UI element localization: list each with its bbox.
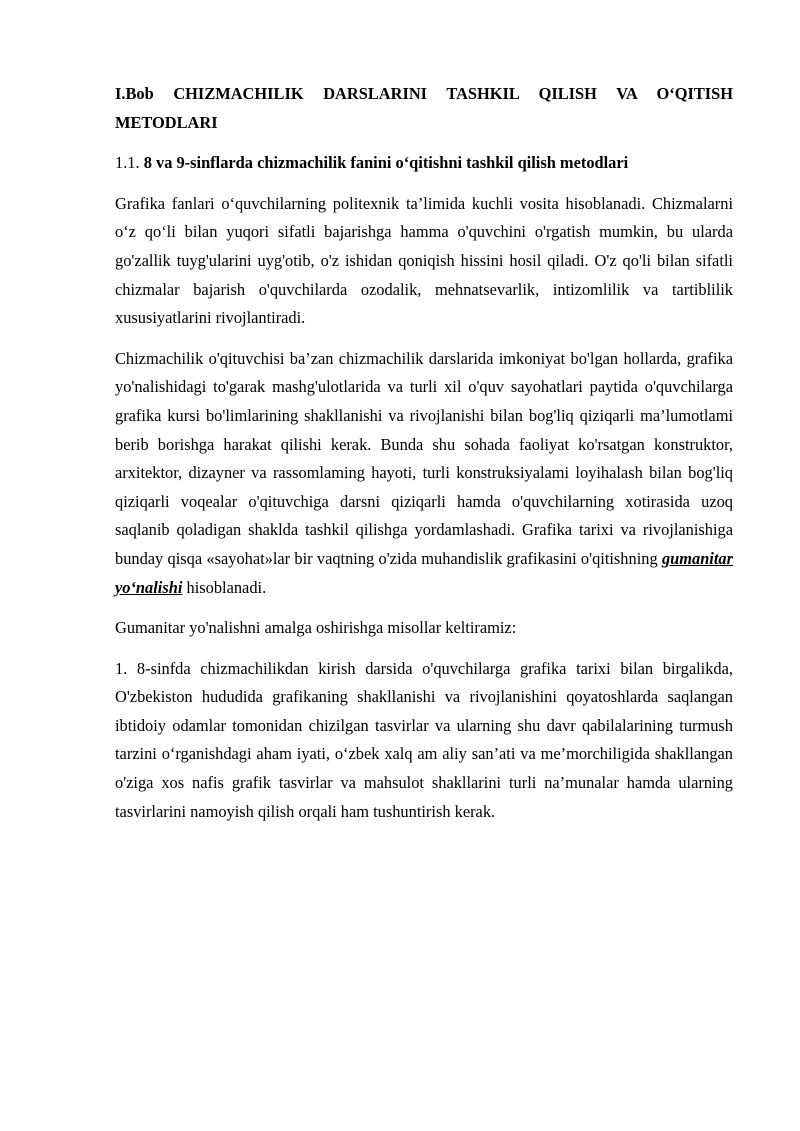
document-page bbox=[115, 80, 733, 838]
chapter-title: I.Bob CHIZMACHILIK DARSLARINI TASHKIL QILISH VA O‘QITISH METODLARI bbox=[115, 84, 733, 132]
paragraph-4: 1. 8-sinfda chizmachilikdan kirish darsida o'quvchilarga grafika tarixi bilan birgalikda, O'zbekiston hududida grafikaning shakllanishi va rivojlanishini qoyatoshlarda saqlangan ibtidoiy odamlar tomonidan chizilgan tasvirlar va ularning shu davr qabilalarining turmush tarzini o‘rganishdagi aham iyati, o‘zbek xalq am aliy san’ati va me’morchiligida shakllangan o'ziga xos nafis grafik tasvirlar va mahsulot shakllarini turli na’munalar hamda ularning tasvirlarini namoyish qilish orqali ham tushuntirish kerak. bbox=[115, 658, 733, 821]
paragraph-2-text: Chizmachilik o'qituvchisi ba’zan chizmachilik darslarida imkoniyat bo'lgan hollarda, grafika yo'nalishidagi to'garak mashg'ulotlarida va turli xil o'quv sayohatlari paytida o'quvchilarga grafika kursi bo'limlarining shakllanishi va rivojlanishi bilan bog'liq qiziqarli ma’lumotlami berib borishga harakat qilishi kerak. Bunda shu sohada faoliyat ko'rsatgan konstruktor, arxitektor, dizayner va rassomlaming hayoti, turli konstruksiyalami loyihalash bilan bog'liq qiziqarli voqealar o'qituvchiga darsni qiziqarli hamda o'quvchilarning xotirasida uzoq saqlanib qoladigan shaklda tashkil qilishga yordamlashadi. Grafika tarixi va rivojlanishiga bunday qisqa «sayohat»lar bir vaqtning o'zida muhandislik grafikasini o'qitishning bbox=[115, 348, 733, 568]
paragraph-2-end: hisoblanadi. bbox=[186, 577, 267, 597]
section-heading bbox=[115, 149, 733, 178]
section-number: 1.1. bbox=[115, 153, 140, 173]
paragraph-3: Gumanitar yo'nalishni amalga oshirishga misollar keltiramiz: bbox=[115, 618, 517, 638]
section-title: 8 va 9-sinflarda chizmachilik fanini o‘qitishni tashkil qilish metodlari bbox=[143, 153, 629, 173]
paragraph-2 bbox=[115, 345, 733, 602]
paragraph-1: Grafika fanlari o‘quvchilarning politexnik ta’limida kuchli vosita hisoblanadi. Chizmalarni o‘z qo‘li bilan yuqori sifatli bajarishga hamma o'quvchini o'rgatish mumkin, bu ularda go'zallik tuyg'ularini uyg'otib, o'z ishidan qoniqish hissini hosil qiladi. O'z qo'li bilan sifatli chizmalar bajarish o'quvchilarda ozodalik, mehnatsevarlik, intizomlilik va tartiblilik xususiyatlarini rivojlantiradi. bbox=[115, 193, 733, 328]
emphasized-term: gumanitar yo‘nalishi bbox=[115, 548, 733, 597]
